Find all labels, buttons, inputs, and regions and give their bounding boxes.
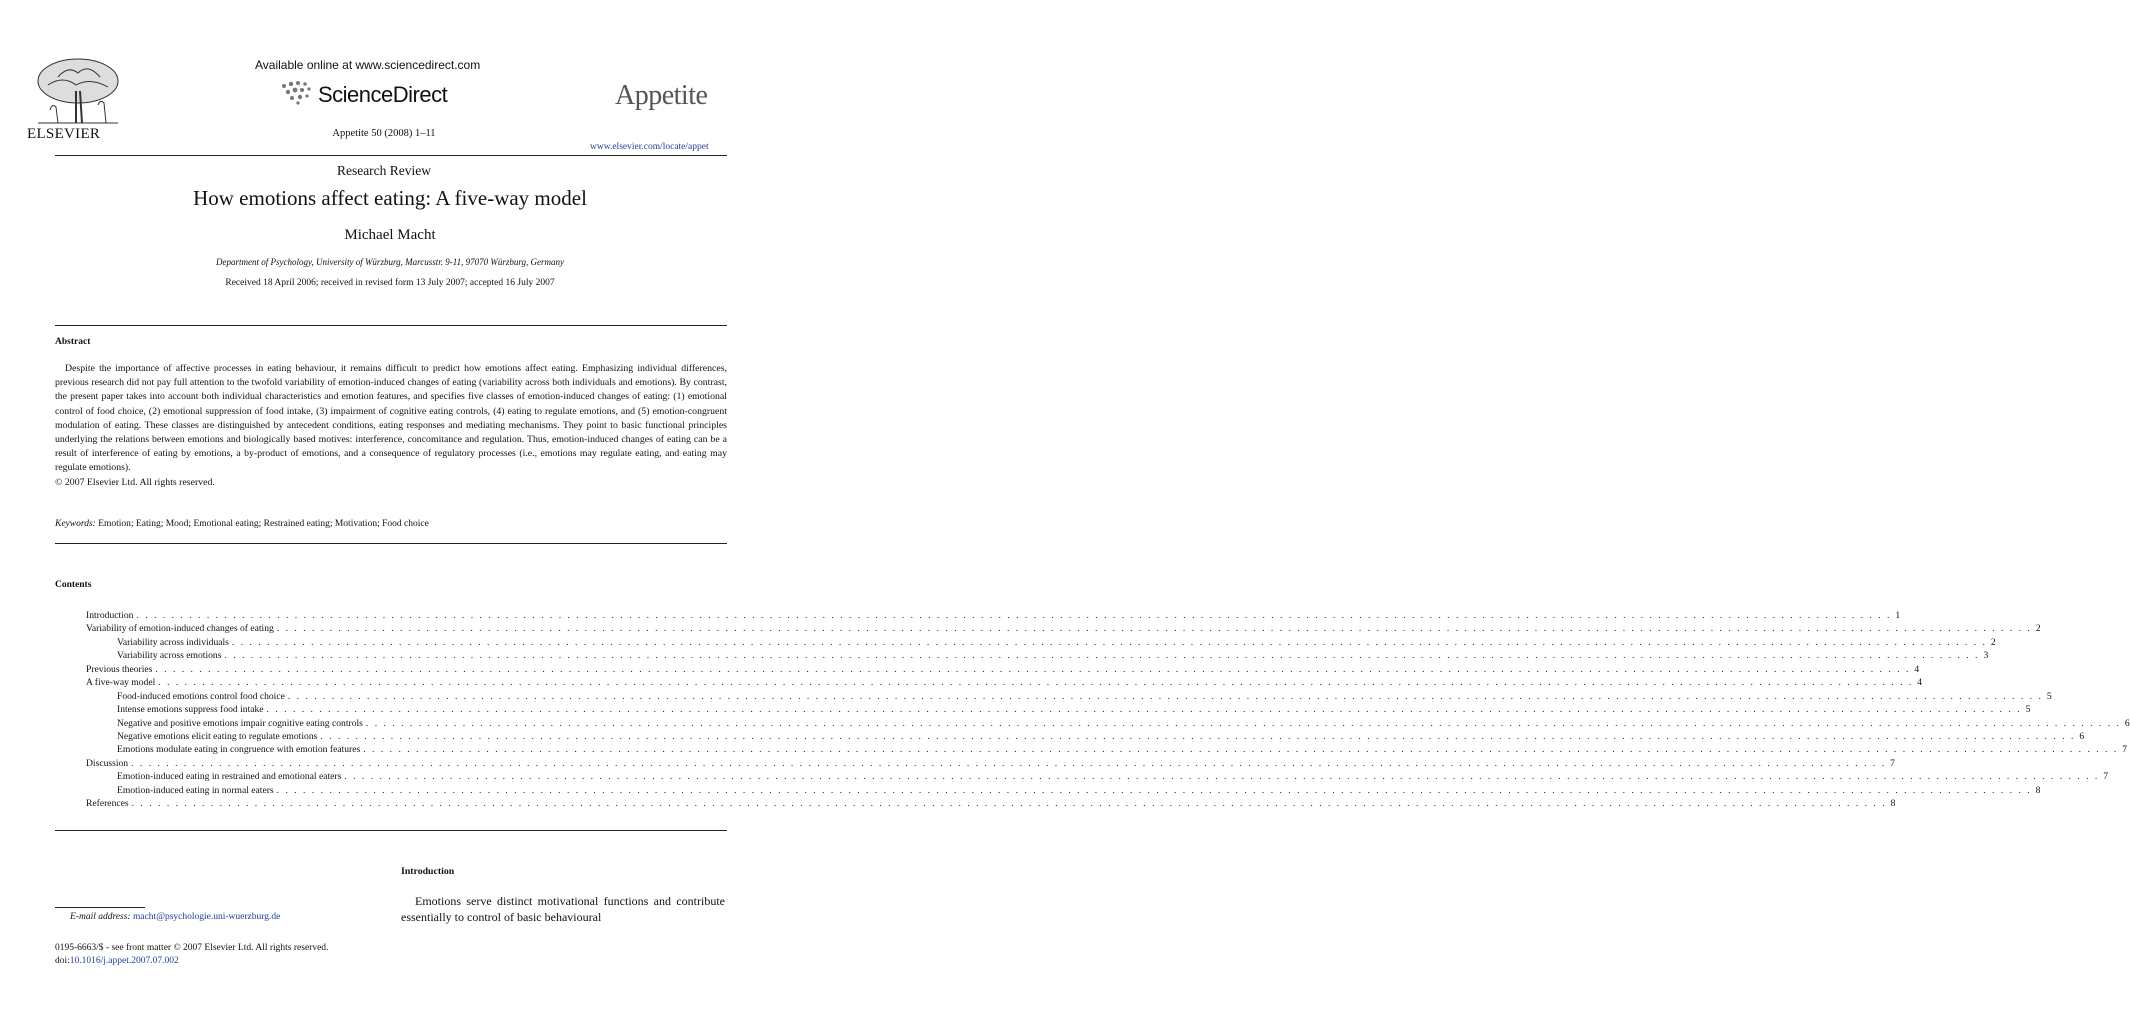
toc-entry[interactable] (86, 609, 1901, 622)
toc-entry-title: Introduction (86, 610, 134, 621)
toc-entry[interactable] (86, 770, 2109, 783)
toc-entry-title: Discussion (86, 757, 129, 769)
toc-entry-page: 5 (2025, 704, 2031, 716)
toc-entry[interactable] (86, 784, 2041, 797)
toc-entry[interactable] (86, 663, 1920, 676)
keywords-text: Emotion; Eating; Mood; Emotional eating; Restrained eating; Motivation; Food choice (98, 519, 429, 529)
toc-entry[interactable] (86, 636, 1996, 649)
sciencedirect-dots-icon (280, 80, 316, 106)
toc-entry-title: Negative emotions elicit eating to regulate emotions (117, 730, 318, 742)
toc-entry-page: 2 (1990, 636, 1996, 648)
toc-leader-dots: . . . . . . . . . . . . . . . . . . . . . . . . . . . . . . . . . . . . . . . . . . . . . . . . . . . . . . . . . . . . . . . . . . . . . . . . . . . . . . . . . . . . . . . . . . . . . . . . . . . . . . . . . . . . . . . . . . . . . . . . . . . . . . . . . . . . . . . . . . . . . . . . . . . . . . . . . . . . . . . . . . . . . . . . . . . . . . . . . . . . . . . . . . . . . . . . . . . . . . . . (276, 784, 2032, 796)
toc-leader-dots: . . . . . . . . . . . . . . . . . . . . . . . . . . . . . . . . . . . . . . . . . . . . . . . . . . . . . . . . . . . . . . . . . . . . . . . . . . . . . . . . . . . . . . . . . . . . . . . . . . . . . . . . . . . . . . . . . . . . . . . . . . . . . . . . . . . . . . . . . . . . . . . . . . . . . . . . . . . . . . . . . . . . . . . . . . . . . . . . . . . . . . . . . . . . . . . . . . . . . . . . (287, 690, 2043, 702)
toc-entry-title: Emotions modulate eating in congruence with emotion features (117, 744, 361, 756)
toc-entry[interactable] (86, 730, 2085, 743)
toc-entry-page: 7 (1890, 757, 1895, 769)
toc-leader-dots: . . . . . . . . . . . . . . . . . . . . . . . . . . . . . . . . . . . . . . . . . . . . . . . . . . . . . . . . . . . . . . . . . . . . . . . . . . . . . . . . . . . . . . . . . . . . . . . . . . . . . . . . . . . . . . . . . . . . . . . . . . . . . . . . . . . . . . . . . . . . . . . . . . . . . . . . . . . . . . . . . . . . . . . . . . . . . . . . . . . . . . . . . . . . . . . . . . . . . . . . (266, 704, 2022, 716)
author-affiliation: Department of Psychology, University of Würzburg, Marcusstr. 9-11, 97070 Würzburg, Germany (215, 257, 565, 267)
toc-entry-page: 8 (2035, 784, 2041, 796)
abstract-body (55, 362, 727, 490)
toc-leader-dots: . . . . . . . . . . . . . . . . . . . . . . . . . . . . . . . . . . . . . . . . . . . . . . . . . . . . . . . . . . . . . . . . . . . . . . . . . . . . . . . . . . . . . . . . . . . . . . . . . . . . . . . . . . . . . . . . . . . . . . . . . . . . . . . . . . . . . . . . . . . . . . . . . . . . . . . . . . . . . . . . . . . . . . . . . . . . . . . . . . . . . . . . . . . . . . . . . . . . . . . . (365, 717, 2121, 729)
toc-leader-dots: . . . . . . . . . . . . . . . . . . . . . . . . . . . . . . . . . . . . . . . . . . . . . . . . . . . . . . . . . . . . . . . . . . . . . . . . . . . . . . . . . . . . . . . . . . . . . . . . . . . . . . . . . . . . . . . . . . . . . . . . . . . . . . . . . . . . . . . . . . . . . . . . . . . . . . . . . . . . . . . . . . . . . . . . . . . . . . . . . . . . . . . . . . . . . . . . . . . . . . . . (276, 623, 2032, 635)
author-email-link[interactable]: macht@psychologie.uni-wuerzburg.de (132, 912, 281, 922)
toc-leader-dots: . . . . . . . . . . . . . . . . . . . . . . . . . . . . . . . . . . . . . . . . . . . . . . . . . . . . . . . . . . . . . . . . . . . . . . . . . . . . . . . . . . . . . . . . . . . . . . . . . . . . . . . . . . . . . . . . . . . . . . . . . . . . . . . . . . . . . . . . . . . . . . . . . . . . . . . . . . . . . . . . . . . . . . . . . . . . . . . . . . . . . . . . . . . . . . . . . . . . . . . . (131, 798, 1887, 810)
toc-entry[interactable] (86, 703, 2031, 716)
keywords-label: Keywords: (55, 519, 96, 529)
toc-leader-dots: . . . . . . . . . . . . . . . . . . . . . . . . . . . . . . . . . . . . . . . . . . . . . . . . . . . . . . . . . . . . . . . . . . . . . . . . . . . . . . . . . . . . . . . . . . . . . . . . . . . . . . . . . . . . . . . . . . . . . . . . . . . . . . . . . . . . . . . . . . . . . . . . . . . . . . . . . . . . . . . . . . . . . . . . . . . . . . . . . . . . . . . . . . . . . . . . . . . . . . . . (131, 757, 1887, 769)
toc-entry-page: 6 (2124, 717, 2130, 729)
toc-entry-page: 1 (1895, 610, 1901, 621)
toc-entry[interactable] (86, 622, 2041, 635)
toc-entry[interactable] (86, 649, 1989, 662)
toc-leader-dots: . . . . . . . . . . . . . . . . . . . . . . . . . . . . . . . . . . . . . . . . . . . . . . . . . . . . . . . . . . . . . . . . . . . . . . . . . . . . . . . . . . . . . . . . . . . . . . . . . . . . . . . . . . . . . . . . . . . . . . . . . . . . . . . . . . . . . . . . . . . . . . . . . . . . . . . . . . . . . . . . . . . . . . . . . . . . . . . . . . . . . . . . . . . . . . . . . . . . . . . . (320, 730, 2076, 742)
header-divider (55, 155, 727, 156)
contents-bottom-divider (55, 830, 727, 831)
toc-entry-page: 4 (1917, 677, 1923, 689)
toc-leader-dots: . . . . . . . . . . . . . . . . . . . . . . . . . . . . . . . . . . . . . . . . . . . . . . . . . . . . . . . . . . . . . . . . . . . . . . . . . . . . . . . . . . . . . . . . . . . . . . . . . . . . . . . . . . . . . . . . . . . . . . . . . . . . . . . . . . . . . . . . . . . . . . . . . . . . . . . . . . . . . . . . . . . . . . . . . . . . . . . . . . . . . . . . . . . . . . . . . . . . . . . . (363, 744, 2119, 756)
toc-entry-page: 4 (1914, 663, 1920, 675)
toc-entry[interactable] (86, 690, 2052, 703)
toc-entry-page: 3 (1983, 650, 1989, 662)
toc-leader-dots: . . . . . . . . . . . . . . . . . . . . . . . . . . . . . . . . . . . . . . . . . . . . . . . . . . . . . . . . . . . . . . . . . . . . . . . . . . . . . . . . . . . . . . . . . . . . . . . . . . . . . . . . . . . . . . . . . . . . . . . . . . . . . . . . . . . . . . . . . . . . . . . . . . . . . . . . . . . . . . . . . . . . . . . . . . . . . . . . . . . . . . . . . . . . . . . . . . . . . . . . (224, 650, 1980, 662)
toc-leader-dots: . . . . . . . . . . . . . . . . . . . . . . . . . . . . . . . . . . . . . . . . . . . . . . . . . . . . . . . . . . . . . . . . . . . . . . . . . . . . . . . . . . . . . . . . . . . . . . . . . . . . . . . . . . . . . . . . . . . . . . . . . . . . . . . . . . . . . . . . . . . . . . . . . . . . . . . . . . . . . . . . . . . . . . . . . . . . . . . . . . . . . . . . . . . . . . . . . . . . . . . . (231, 636, 1987, 648)
abstract-top-divider (55, 325, 727, 326)
toc-entry[interactable] (86, 717, 2130, 730)
article-title: How emotions affect eating: A five-way model (193, 186, 587, 210)
toc-entry-title: Variability across emotions (117, 650, 222, 662)
toc-leader-dots: . . . . . . . . . . . . . . . . . . . . . . . . . . . . . . . . . . . . . . . . . . . . . . . . . . . . . . . . . . . . . . . . . . . . . . . . . . . . . . . . . . . . . . . . . . . . . . . . . . . . . . . . . . . . . . . . . . . . . . . . . . . . . . . . . . . . . . . . . . . . . . . . . . . . . . . . . . . . . . . . . . . . . . . . . . . . . . . . . . . . . . . . . . . . . . . . . . . . . . . . (155, 663, 1911, 675)
introduction-heading: Introduction (401, 866, 455, 877)
footnote-divider (55, 907, 145, 908)
doi-label: doi: (55, 956, 70, 966)
author-name: Michael Macht (344, 227, 436, 243)
available-online-text[interactable]: Available online at www.sciencedirect.com (255, 58, 481, 72)
toc-entry-title: Emotion-induced eating in restrained and emotional eaters (117, 771, 342, 783)
publisher-name: ELSEVIER (27, 126, 101, 142)
toc-entry-page: 7 (2103, 771, 2109, 783)
email-label: E-mail address: (70, 912, 131, 922)
toc-entry-title: Previous theories (86, 663, 153, 675)
introduction-body: Emotions serve distinct motivational functions and contribute essentially to control of basic behavioural (401, 894, 725, 924)
section-type: Research Review (336, 163, 432, 178)
toc-leader-dots: . . . . . . . . . . . . . . . . . . . . . . . . . . . . . . . . . . . . . . . . . . . . . . . . . . . . . . . . . . . . . . . . . . . . . . . . . . . . . . . . . . . . . . . . . . . . . . . . . . . . . . . . . . . . . . . . . . . . . . . . . . . . . . . . . . . . . . . . . . . . . . . . . . . . . . . . . . . . . . . . . . . . . . . . . . . . . . . . . . . . . . . . . . . . . . . . . . . . . . . . (136, 610, 1892, 621)
keywords-line (55, 519, 429, 529)
contents-top-divider (55, 543, 727, 544)
journal-name: Appetite (615, 80, 708, 111)
toc-entry[interactable] (86, 757, 1895, 770)
toc-entry[interactable] (86, 743, 2128, 756)
journal-url-link[interactable]: www.elsevier.com/locate/appet (590, 142, 709, 152)
abstract-text: Despite the importance of affective processes in eating behaviour, it remains difficult to predict how emotions affect eating. Emphasizing individual differences, previous research did not pay full attention to the twofold variability of emotion-induced changes of eating (variability across both individuals and emotions). By contrast, the present paper takes into account both individual characteristics and emotion features, and specifies five classes of emotion-induced changes of eating: (1) emotional control of food choice, (2) emotional suppression of food intake, (3) impairment of cognitive eating controls, (4) eating to regulate emotions, and (5) emotion-congruent modulation of eating. These classes are distinguished by antecedent conditions, eating responses and mediating mechanisms. They point to basic functional principles underlying the relations between emotions and biologically based motives: interference, concomitance and regulation. Thus, emotion-induced changes of eating can be a result of interference of eating by emotions, a by-product of emotions, and a consequence of regulatory processes (i.e., emotions may regulate eating, and eating may regulate emotions). (55, 363, 727, 474)
article-dates: Received 18 April 2006; received in revised form 13 July 2007; accepted 16 July 2007 (225, 278, 555, 288)
toc-entry-title: References (86, 798, 129, 810)
author-email-line (70, 912, 280, 922)
toc-leader-dots: . . . . . . . . . . . . . . . . . . . . . . . . . . . . . . . . . . . . . . . . . . . . . . . . . . . . . . . . . . . . . . . . . . . . . . . . . . . . . . . . . . . . . . . . . . . . . . . . . . . . . . . . . . . . . . . . . . . . . . . . . . . . . . . . . . . . . . . . . . . . . . . . . . . . . . . . . . . . . . . . . . . . . . . . . . . . . . . . . . . . . . . . . . . . . . . . . . . . . . . . (344, 771, 2100, 783)
toc-entry-page: 7 (2122, 744, 2128, 756)
table-of-contents (86, 609, 2130, 811)
toc-entry-page: 8 (1890, 798, 1896, 810)
contents-heading: Contents (55, 580, 92, 590)
abstract-heading: Abstract (55, 337, 91, 347)
toc-entry-title: Variability of emotion-induced changes of eating (86, 623, 274, 635)
front-matter (55, 942, 328, 968)
toc-entry-page: 5 (2046, 690, 2052, 702)
front-matter-text: 0195-6663/$ - see front matter © 2007 Elsevier Ltd. All rights reserved. (55, 943, 329, 953)
toc-entry[interactable] (86, 676, 1923, 689)
toc-leader-dots: . . . . . . . . . . . . . . . . . . . . . . . . . . . . . . . . . . . . . . . . . . . . . . . . . . . . . . . . . . . . . . . . . . . . . . . . . . . . . . . . . . . . . . . . . . . . . . . . . . . . . . . . . . . . . . . . . . . . . . . . . . . . . . . . . . . . . . . . . . . . . . . . . . . . . . . . . . . . . . . . . . . . . . . . . . . . . . . . . . . . . . . . . . . . . . . . . . . . . . . . (158, 677, 1914, 689)
journal-citation: Appetite 50 (2008) 1–11 (332, 128, 436, 139)
abstract-copyright: © 2007 Elsevier Ltd. All rights reserved. (55, 476, 215, 488)
toc-entry-title: Intense emotions suppress food intake (117, 704, 264, 716)
toc-entry-title: A five-way model (86, 677, 156, 689)
toc-entry-title: Negative and positive emotions impair cognitive eating controls (117, 717, 363, 729)
toc-entry[interactable] (86, 797, 1896, 810)
toc-entry-title: Emotion-induced eating in normal eaters (117, 784, 274, 796)
doi-link[interactable]: 10.1016/j.appet.2007.07.002 (69, 956, 179, 966)
toc-entry-title: Variability across individuals (117, 636, 229, 648)
toc-entry-page: 6 (2079, 730, 2085, 742)
sciencedirect-logo-text: ScienceDirect (318, 82, 448, 107)
toc-entry-title: Food-induced emotions control food choice (117, 690, 285, 702)
toc-entry-page: 2 (2035, 623, 2041, 635)
